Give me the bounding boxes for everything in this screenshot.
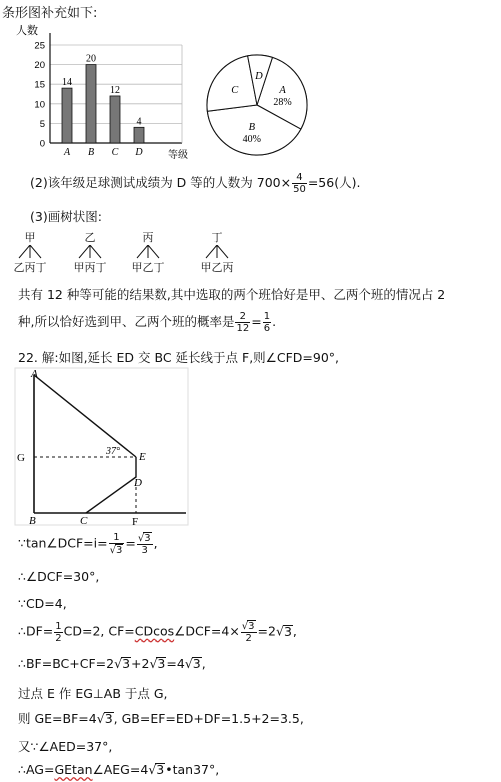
tree-leaves: 乙丙丁 [13,261,47,274]
frac-half [54,621,62,644]
comma: , [201,656,206,671]
x-tick-label: A [63,147,71,158]
pie-label: A [279,84,286,96]
y-tick-label: 10 [34,99,45,111]
pie-percent-label: 28% [273,96,292,108]
radicand: 3 [144,533,151,544]
tree-diagram-3 [122,229,174,275]
q2-frac-num: 4 [292,172,307,184]
q2-line [30,172,360,195]
q2-text: (2)该年级足球测试成绩为 D 等的人数为 700× [30,175,292,190]
x-tick-label: B [87,147,95,158]
step-text: •tan37°, [165,762,220,777]
frac-root3-over-3 [137,532,153,556]
step-3: ∵CD=4, [18,596,67,611]
frac-num: 1 [263,311,271,322]
frac-den: 2 [245,633,252,644]
step-2: ∴∠DCF=30°, [18,569,100,584]
frac-den: 6 [263,323,271,334]
y-axis-label: 人数 [16,24,38,37]
bar-C [110,96,120,143]
prob-fraction-1 [235,311,250,334]
step-6: 过点 E 作 EG⊥AB 于点 G, [18,686,168,701]
pie-label: D [255,71,263,83]
comma: , [292,623,297,639]
period: . [272,314,277,329]
result-text: 种,所以恰好选到甲、乙两个班的概率是 [18,314,235,329]
q22-line: 22. 解:如图,延长 ED 交 BC 延长线于点 F,则∠CFD=90°, [18,350,340,365]
x-axis-label: 等级 [168,150,188,161]
bar-value-label: 14 [62,77,72,89]
q2-frac-den: 50 [293,184,306,195]
frac-num: 1 [109,532,125,544]
step-text: ∠DCF=4× [174,623,240,639]
label-G: G [17,452,25,464]
radicand: 3 [192,656,201,671]
y-tick-label: 0 [39,138,45,150]
step-text: CD=2, CF= [63,623,135,639]
label-B: B [29,515,36,527]
angle-label: 37° [106,446,120,457]
segment-AE [34,375,136,457]
label-E: E [139,451,146,463]
label-A: A [31,368,38,380]
frac-num: √3 [137,533,151,544]
step-text: ∴AG= [18,762,55,777]
step-text: ∠AEG=4 [92,762,149,777]
frac-den: √3 [109,545,123,556]
step-text: +2 [131,656,150,671]
y-tick-label: 20 [34,60,45,72]
step-5: ∴BF=BC+CF=2√3+2√3=4√3, [18,656,206,671]
bar-value-label: 4 [136,116,142,128]
radicand: 3 [283,623,292,639]
tree-leaves: 甲乙丁 [131,261,165,274]
step-7: 则 GE=BF=4√3, GB=EF=ED+DF=1.5+2=3.5, [18,711,304,726]
step-text: ∵tan∠DCF=i= [18,535,108,551]
tree-diagram-2 [64,229,116,275]
tree-root: 丙 [142,231,154,244]
pie-chart [200,50,315,160]
y-tick-label: 5 [39,118,45,130]
step-text: =2 [257,623,276,639]
tree-leaves: 甲乙丙 [200,261,234,274]
y-tick-label: 25 [34,40,45,52]
bar-value-label: 12 [110,84,120,96]
frac-num: √3 [241,621,255,632]
x-tick-label: C [111,147,119,158]
step-text: 则 GE=BF=4 [18,711,97,726]
tree-root: 丁 [211,231,223,244]
step-1 [18,532,158,556]
radicand: 3 [115,545,123,556]
bar-chart [14,22,200,164]
result-line-1: 共有 12 种等可能的结果数,其中选取的两个班恰好是甲、乙两个班的情况占 2 [18,287,446,302]
bar-B [86,65,96,143]
frac-num: 2 [235,311,250,323]
segment-DC [86,477,136,513]
radicand: 3 [156,762,165,777]
prob-fraction-2 [263,311,271,334]
comma: , [153,535,158,551]
geometry-figure [14,367,190,527]
frac-1-over-root3 [109,532,125,556]
q2-fraction [292,172,307,195]
step-4: ∴DF= $\frac{1}{2}$ CD=2, CF=CDcos∠DCF=4× $\frac{√3}{2}$ =2√3, [18,620,297,644]
step-text: ∴BF=BC+CF=2 [18,656,115,671]
y-tick-label: 15 [34,79,45,91]
frac-root3-over-2 [241,620,257,644]
step-text: ∴DF= [18,623,54,639]
bar-A [62,88,72,143]
x-tick-label: D [135,147,143,158]
frac-den: 12 [236,323,250,334]
tree-leaves: 甲丙丁 [73,261,107,274]
q3-label: (3)画树状图: [30,209,102,224]
label-F: F [132,516,139,527]
section-heading: 条形图补充如下: [2,6,98,21]
pie-percent-label: 40% [242,134,262,146]
label-D: D [134,477,142,489]
step-text-underlined: CDcos [134,623,175,639]
step-text: =4 [166,656,185,671]
frac-den: 3 [141,545,148,556]
step-9: ∴AG=GEtan∠AEG=4√3•tan37°, [18,762,220,777]
tree-root: 乙 [84,231,96,244]
step-8: 又∵∠AED=37°, [18,739,113,754]
bar-D [134,127,144,143]
radicand: 3 [248,621,255,632]
pie-label: B [248,122,256,134]
step-text: , GB=EF=ED+DF=1.5+2=3.5, [113,711,304,726]
q2-result: =56(人). [307,175,361,190]
radicand: 3 [104,711,113,726]
pie-label: C [231,84,239,96]
result-line-2 [18,311,276,334]
frac-num: 1 [55,620,62,632]
label-C: C [80,515,88,527]
equals: = [125,535,136,551]
radicand: 3 [157,656,166,671]
tree-diagram-1 [4,229,56,275]
tree-diagram-4 [191,229,243,275]
step-text-underlined: GEtan [54,762,93,777]
radicand: 3 [122,656,131,671]
tree-root: 甲 [24,231,36,244]
frac-den: 2 [55,632,62,644]
bar-value-label: 20 [86,53,96,65]
equals: = [251,314,262,329]
